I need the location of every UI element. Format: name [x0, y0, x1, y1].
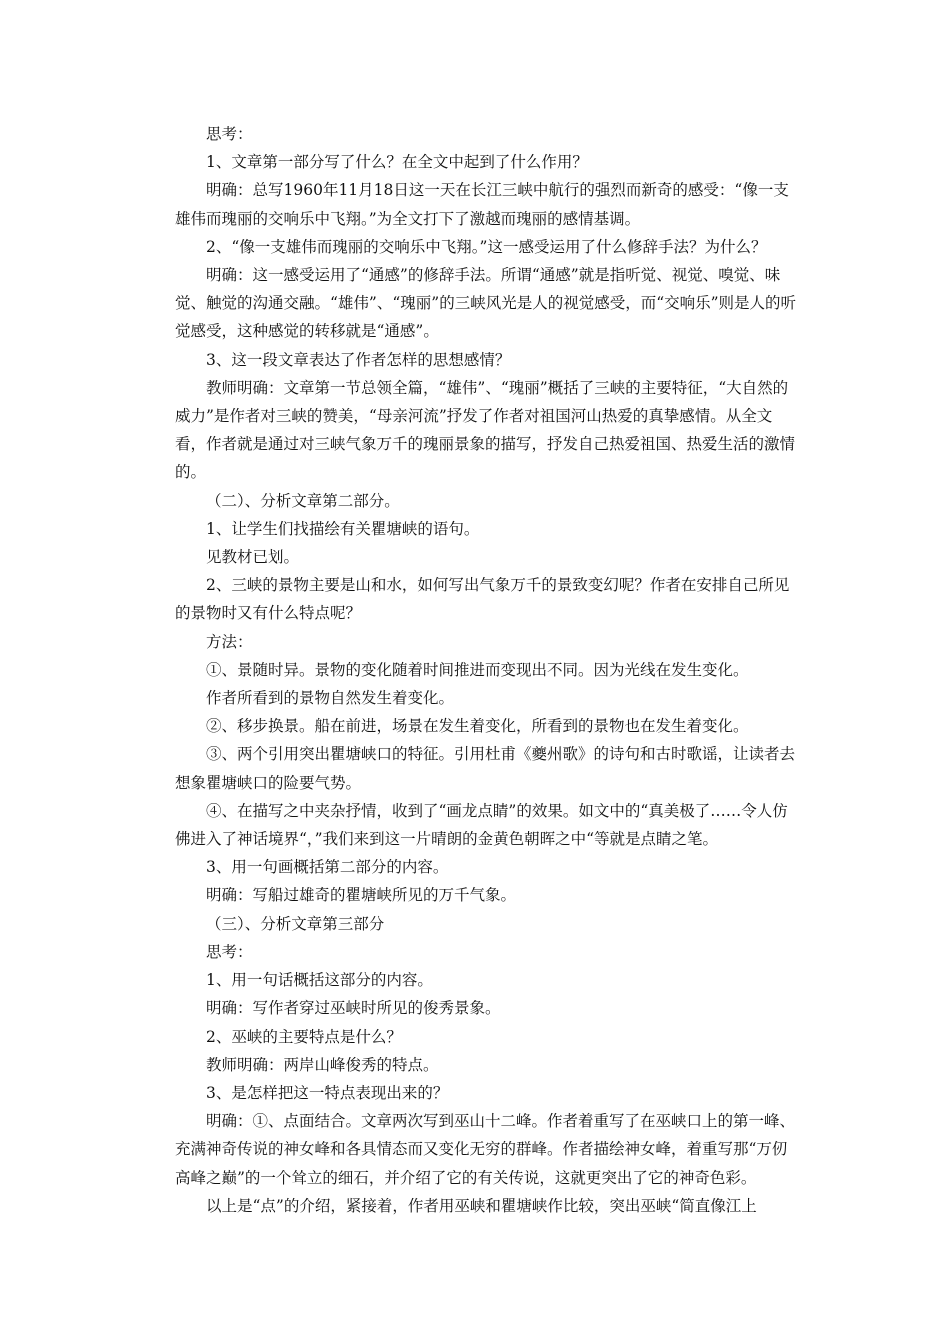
paragraph: 1、用一句话概括这部分的内容。	[206, 971, 433, 990]
paragraph: 方法：	[206, 632, 253, 651]
paragraph: 1、文章第一部分写了什么？在全文中起到了什么作用？	[206, 153, 588, 172]
section-heading: （二）、分析文章第二部分。	[206, 491, 400, 510]
paragraph: 明确：写作者穿过巫峡时所见的俊秀景象。	[206, 999, 501, 1018]
paragraph: 思考：	[206, 942, 253, 961]
paragraph: 见教材已划。	[206, 548, 300, 567]
paragraph: 思考：	[206, 125, 253, 143]
paragraph: ①、景随时异。景物的变化随着时间推进而变现出不同。因为光线在发生变化。	[206, 660, 749, 679]
paragraph: 2、“像一支雄伟而瑰丽的交响乐中飞翔。”这一感受运用了什么修辞手法？为什么？	[206, 237, 767, 256]
paragraph: 2、三峡的景物主要是山和水，如何写出气象万千的景致变幻呢？作者在安排自己所见的景物时又有什么特点呢？	[175, 576, 790, 623]
paragraph: 2、巫峡的主要特点是什么？	[206, 1027, 402, 1046]
paragraph: 明确：写船过雄奇的瞿塘峡所见的万千气象。	[206, 886, 517, 905]
paragraph: 以上是“点”的介绍，紧接着，作者用巫峡和瞿塘峡作比较，突出巫峡“简直像江上	[206, 1196, 757, 1215]
paragraph: 3、是怎样把这一特点表现出来的？	[206, 1083, 449, 1102]
paragraph: 教师明确：文章第一节总领全篇，“雄伟”、“瑰丽”概括了三峡的主要特征，“大自然的威力”是作者对三峡的赞美，“母亲河流”抒发了作者对祖国河山热爱的真挚感情。从全文看，作者就是通过对三峡气象万千的瑰丽景象的描写，抒发自己热爱祖国、热爱生活的激情的。	[175, 378, 796, 482]
paragraph: ④、在描写之中夹杂抒情，收到了“画龙点睛”的效果。如文中的“真美极了……令人仿佛进入了神话境界“，”我们来到这一片晴朗的金黄色朝晖之中“等就是点睛之笔。	[175, 801, 788, 849]
document-body	[175, 120, 800, 1220]
paragraph: 3、这一段文章表达了作者怎样的思想感情？	[206, 350, 511, 369]
paragraph: 明确：①、点面结合。文章两次写到巫山十二峰。作者着重写了在巫峡口上的第一峰、充满神奇传说的神女峰和各具情态而又变化无穷的群峰。作者描绘神女峰，着重写那“万仞高峰之巅”的一个耸立的细石，并介绍了它的有关传说，这就更突出了它的神奇色彩。	[175, 1112, 796, 1187]
paragraph: 3、用一句画概括第二部分的内容。	[206, 858, 449, 877]
section-heading: （三）、分析文章第三部分	[206, 914, 385, 933]
paragraph: ②、移步换景。船在前进，场景在发生着变化，所看到的景物也在发生着变化。	[206, 717, 749, 736]
paragraph: 明确：这一感受运用了“通感”的修辞手法。所谓“通感”就是指听觉、视觉、嗅觉、味觉、触觉的沟通交融。“雄伟”、“瑰丽”的三峡风光是人的视觉感受，而“交响乐”则是人的听觉感受，这种感觉的转移就是“通感”。	[175, 266, 797, 341]
paragraph: 教师明确：两岸山峰俊秀的特点。	[206, 1055, 439, 1074]
paragraph: 1、让学生们找描绘有关瞿塘峡的语句。	[206, 519, 480, 538]
paragraph: ③、两个引用突出瞿塘峡口的特征。引用杜甫《夔州歌》的诗句和古时歌谣，让读者去想象瞿塘峡口的险要气势。	[175, 745, 796, 792]
paragraph: 明确：总写1960年11月18日这一天在长江三峡中航行的强烈而新奇的感受：“像一支雄伟而瑰丽的交响乐中飞翔。”为全文打下了激越而瑰丽的感情基调。	[175, 181, 789, 228]
paragraph: 作者所看到的景物自然发生着变化。	[206, 689, 455, 708]
